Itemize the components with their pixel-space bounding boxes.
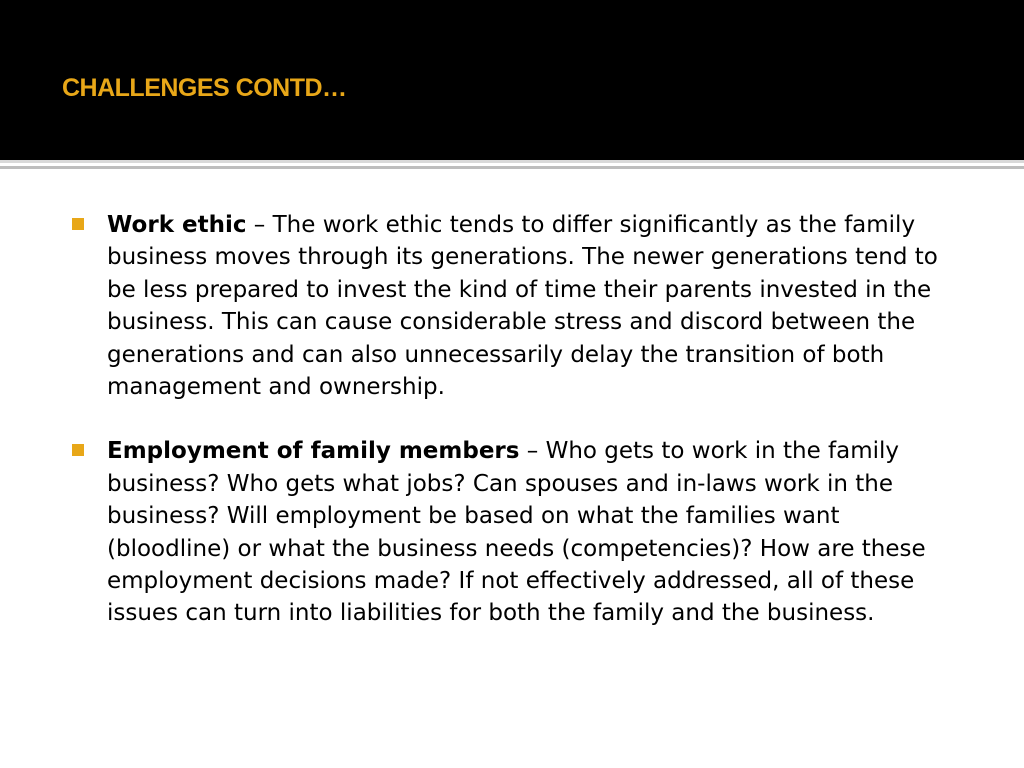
bullet-term: Work ethic (107, 212, 247, 238)
title-bar (0, 0, 1024, 160)
bullet-term: Employment of family members (107, 438, 520, 465)
bullet-item-work-ethic (68, 209, 968, 403)
title-divider-top (0, 160, 1024, 163)
bullet-text: – Who gets to work in the family business? Who gets what jobs? Can spouses and in-laws work in the business? Will employment be based on what the families want (bloodline) or what the business needs (competencies)? How are these employment decisions made? If not effectively addressed, all of these issues can turn into liabilities for both the family and the business. (107, 438, 926, 627)
square-bullet-icon (72, 218, 84, 230)
bullet-item-employment (68, 435, 968, 629)
slide-title: CHALLENGES CONTD… (62, 74, 347, 102)
bullet-text: – The work ethic tends to differ significantly as the family business moves through its generations. The newer generations tend to be less prepared to invest the kind of time their parents invested in the business. This can cause considerable stress and discord between the generations and can also unnecessarily delay the transition of both management and ownership. (107, 212, 938, 401)
title-divider-bottom (0, 166, 1024, 169)
square-bullet-icon (72, 444, 84, 456)
bullet-list (68, 209, 968, 662)
